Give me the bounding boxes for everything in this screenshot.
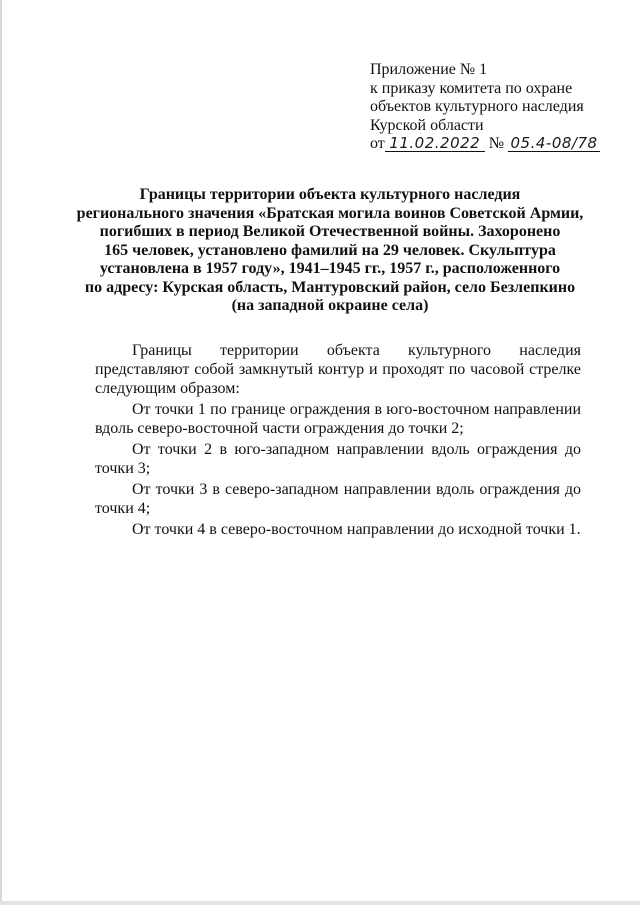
title-line: регионального значения «Братская могила воинов Советской Армии, — [76, 204, 584, 222]
body-paragraph-intro: Границы территории объекта культурного наследия представляют собой замкнутый контур и проходят по часовой стрелке следующим образом: — [95, 342, 581, 397]
annex-header — [370, 61, 630, 154]
body-paragraph-point-4: От точки 4 в северо-восточном направлении до исходной точки 1. — [132, 521, 581, 538]
document-body — [95, 341, 581, 541]
title-line: установлена в 1957 году», 1941–1945 гг., 1957 г., расположенного — [99, 260, 561, 277]
annex-line-2: к приказу комитета по охране — [370, 79, 573, 97]
annex-line-4: Курской области — [370, 116, 484, 134]
body-paragraph-point-1: От точки 1 по границе ограждения в юго-восточном направлении вдоль северо-восточной части ограждения до точки 2; — [95, 401, 581, 437]
title-line: (на западной окраине села) — [231, 297, 429, 314]
document-title — [60, 186, 600, 316]
body-paragraph-point-3: От точки 3 в северо-западном направлении вдоль ограждения до точки 4; — [95, 481, 581, 517]
handwritten-order-date: 11.02.2022 — [385, 136, 485, 152]
title-line: 165 человек, установлено фамилий на 29 человек. Скульптура — [104, 241, 556, 259]
annex-number-sign: № — [488, 135, 505, 152]
handwritten-order-number: 05.4-08/78 — [508, 136, 600, 152]
title-line: погибших в период Великой Отечественной войны. Захоронено — [99, 223, 561, 240]
annex-order-reference — [370, 135, 630, 154]
annex-line-3: объектов культурного наследия — [370, 98, 584, 115]
title-line: по адресу: Курская область, Мантуровский район, село Безлепкино — [84, 278, 576, 296]
scan-bottom-edge — [0, 901, 640, 905]
body-paragraph-point-2: От точки 2 в юго-западном направлении вдоль ограждения до точки 3; — [95, 441, 581, 477]
annex-from-label: от — [370, 135, 385, 152]
scan-left-edge — [0, 0, 2, 905]
title-line: Границы территории объекта культурного наследия — [139, 186, 521, 203]
annex-line-1: Приложение № 1 — [370, 61, 488, 78]
